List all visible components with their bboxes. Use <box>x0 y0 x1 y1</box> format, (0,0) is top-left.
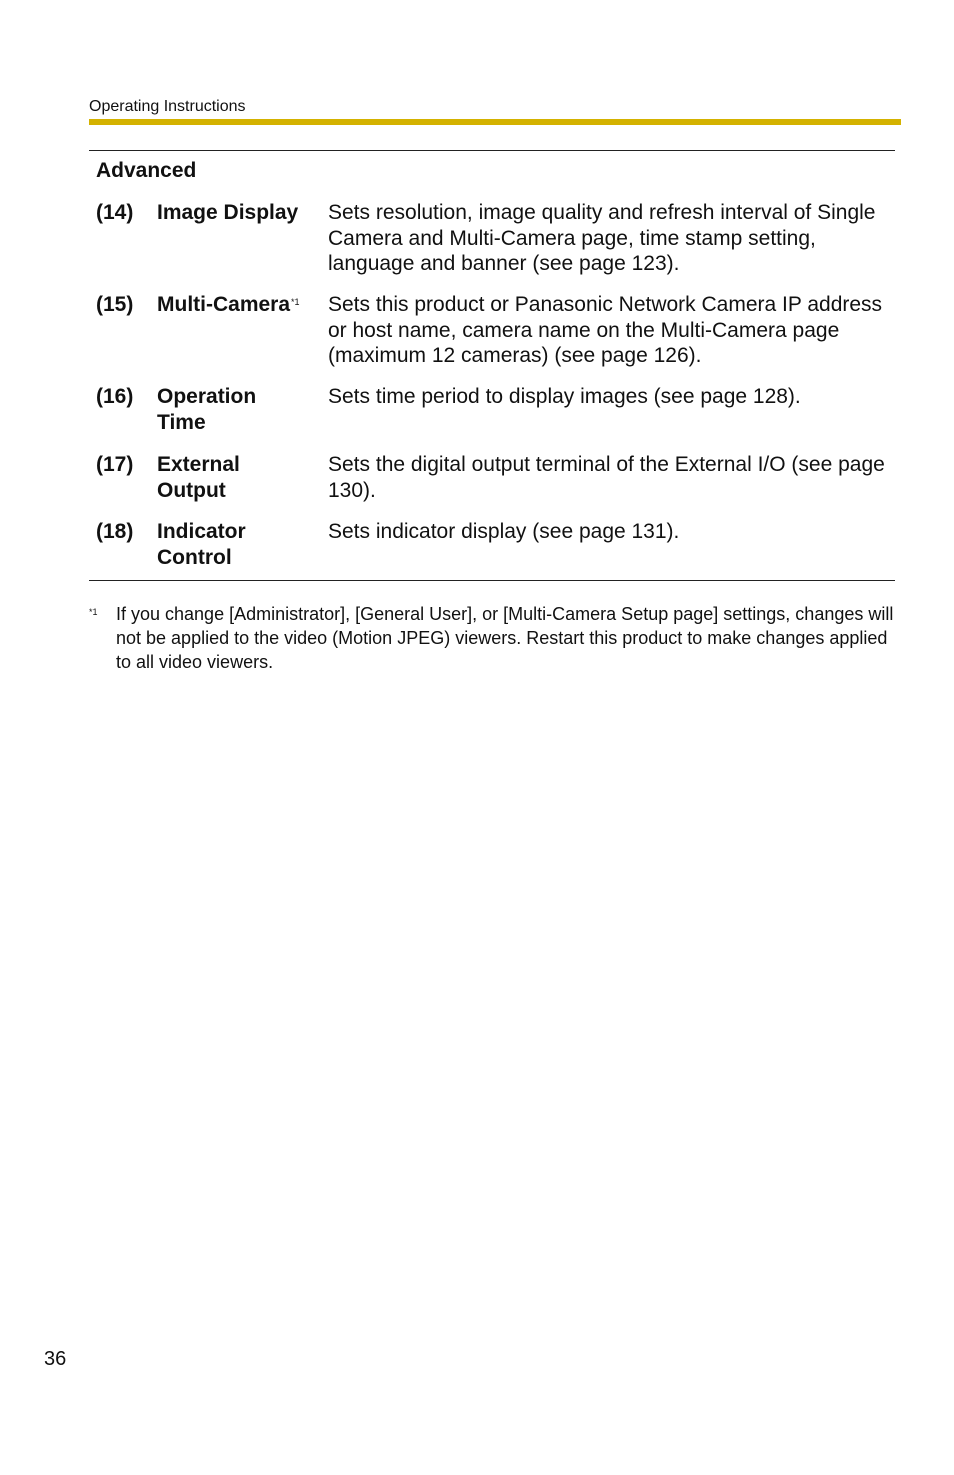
running-header: Operating Instructions <box>89 98 246 115</box>
table-top-rule <box>89 150 895 151</box>
row-name: External Output <box>157 453 240 502</box>
row-name-wrap <box>157 292 322 318</box>
row-description: Sets the digital output terminal of the External I/O (see page 130). <box>328 453 885 502</box>
header-rule <box>89 119 901 125</box>
row-name: Multi-Camera <box>157 293 291 316</box>
section-title: Advanced <box>96 159 197 182</box>
row-number: (17) <box>96 453 134 476</box>
row-number: (15) <box>96 293 134 316</box>
row-name: Image Display <box>157 201 299 224</box>
footnote-text: If you change [Administrator], [General User], or [Multi-Camera Setup page] settings, changes will not be applied to the video (Motion JPEG) viewers. Restart this product to make changes applied to all video viewers. <box>116 604 894 672</box>
row-description: Sets indicator display (see page 131). <box>328 520 680 543</box>
table-bottom-rule <box>89 580 895 581</box>
footnote-mark: *1 <box>89 607 98 617</box>
row-name: Operation Time <box>157 385 257 434</box>
footnote-ref: *1 <box>291 297 300 307</box>
row-name: Indicator Control <box>157 520 246 569</box>
row-description: Sets time period to display images (see page 128). <box>328 385 801 408</box>
row-description: Sets this product or Panasonic Network Camera IP address or host name, camera name on the Multi-Camera page (maximum 12 cameras) (see page 126). <box>328 293 883 367</box>
row-description: Sets resolution, image quality and refresh interval of Single Camera and Multi-Camera page, time stamp setting, language and banner (see page 123). <box>328 201 876 275</box>
row-number: (16) <box>96 385 134 408</box>
page-number: 36 <box>44 1348 67 1370</box>
row-number: (18) <box>96 520 134 543</box>
row-number: (14) <box>96 201 134 224</box>
